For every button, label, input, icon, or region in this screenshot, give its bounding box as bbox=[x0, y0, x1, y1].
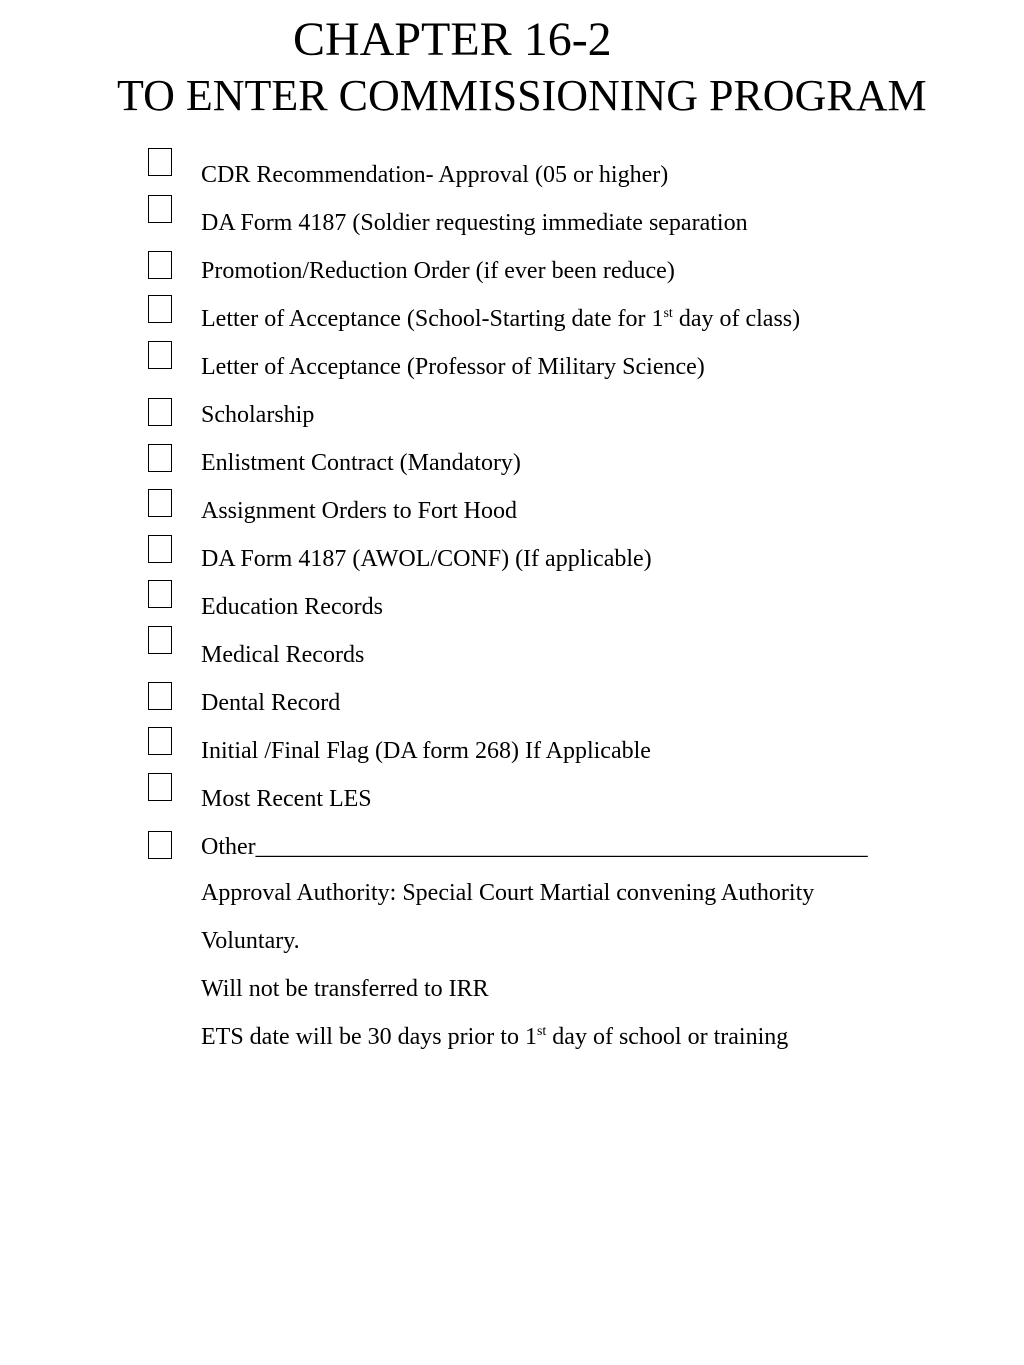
checkbox[interactable] bbox=[148, 341, 172, 369]
checklist-item-promotion-reduction-order bbox=[0, 242, 1024, 290]
approval-authority-note: Approval Authority: Special Court Martial convening Authority bbox=[201, 880, 815, 906]
checklist-item-da-form-4187-awol bbox=[0, 530, 1024, 578]
checkbox[interactable] bbox=[148, 773, 172, 801]
checklist-item-label: Promotion/Reduction Order (if ever been reduce) bbox=[201, 258, 675, 284]
checklist-item-label: Dental Record bbox=[201, 690, 341, 716]
checklist-item-label: DA Form 4187 (AWOL/CONF) (If applicable) bbox=[201, 546, 652, 572]
checklist-item-scholarship bbox=[0, 386, 1024, 434]
checklist-item-label: Letter of Acceptance (Professor of Military Science) bbox=[201, 354, 705, 380]
ets-note-text: day of school or training bbox=[546, 1024, 789, 1050]
page-subtitle: TO ENTER COMMISSIONING PROGRAM bbox=[117, 71, 927, 120]
checklist-item-label-text: Letter of Acceptance (School-Starting date for 1 bbox=[201, 306, 664, 332]
checklist-item-label: Scholarship bbox=[201, 402, 315, 428]
checklist-item-label: Other___________________________________________________ bbox=[201, 834, 868, 860]
checkbox[interactable] bbox=[148, 580, 172, 608]
checklist-item-letter-of-acceptance-pms bbox=[0, 338, 1024, 386]
checkbox[interactable] bbox=[148, 444, 172, 472]
checklist-item-label: DA Form 4187 (Soldier requesting immediate separation bbox=[201, 210, 748, 236]
superscript: st bbox=[663, 306, 673, 321]
ets-date-note bbox=[201, 1022, 788, 1052]
checklist-item-label: Initial /Final Flag (DA form 268) If Applicable bbox=[201, 738, 651, 764]
page-title: CHAPTER 16-2 bbox=[293, 13, 612, 66]
superscript: st bbox=[536, 1024, 547, 1039]
checklist-item-da-form-4187-separation bbox=[0, 194, 1024, 242]
checkbox[interactable] bbox=[148, 295, 172, 323]
checkbox[interactable] bbox=[148, 195, 172, 223]
checklist-item-cdr-recommendation bbox=[0, 146, 1024, 194]
checklist-item-label: Enlistment Contract (Mandatory) bbox=[201, 450, 521, 476]
checklist-item-initial-final-flag bbox=[0, 722, 1024, 770]
checklist-item-letter-of-acceptance-school bbox=[0, 290, 1024, 338]
checkbox[interactable] bbox=[148, 535, 172, 563]
checklist-item-dental-record bbox=[0, 674, 1024, 722]
checklist-item-other bbox=[0, 818, 1024, 866]
checklist-item-label: Assignment Orders to Fort Hood bbox=[201, 498, 517, 524]
checklist-item-label: Education Records bbox=[201, 594, 383, 620]
checkbox[interactable] bbox=[148, 489, 172, 517]
ets-note-text: ETS date will be 30 days prior to 1 bbox=[201, 1024, 537, 1050]
checkbox[interactable] bbox=[148, 626, 172, 654]
checkbox[interactable] bbox=[148, 148, 172, 176]
voluntary-note: Voluntary. bbox=[201, 928, 300, 954]
checkbox[interactable] bbox=[148, 727, 172, 755]
checklist-item-medical-records bbox=[0, 626, 1024, 674]
checklist-item-label: Most Recent LES bbox=[201, 786, 372, 812]
checklist-item-most-recent-les bbox=[0, 770, 1024, 818]
checkbox[interactable] bbox=[148, 831, 172, 859]
checklist-item-enlistment-contract bbox=[0, 434, 1024, 482]
checkbox[interactable] bbox=[148, 682, 172, 710]
checklist-item-education-records bbox=[0, 578, 1024, 626]
checklist-item-label: CDR Recommendation- Approval (05 or higher) bbox=[201, 162, 669, 188]
checkbox[interactable] bbox=[148, 398, 172, 426]
checklist-item-label: Medical Records bbox=[201, 642, 365, 668]
checklist-item-label-text: day of class) bbox=[672, 306, 801, 332]
checkbox[interactable] bbox=[148, 251, 172, 279]
checklist-item-assignment-orders bbox=[0, 482, 1024, 530]
irr-note: Will not be transferred to IRR bbox=[201, 976, 489, 1002]
checklist-item-label bbox=[201, 304, 800, 334]
